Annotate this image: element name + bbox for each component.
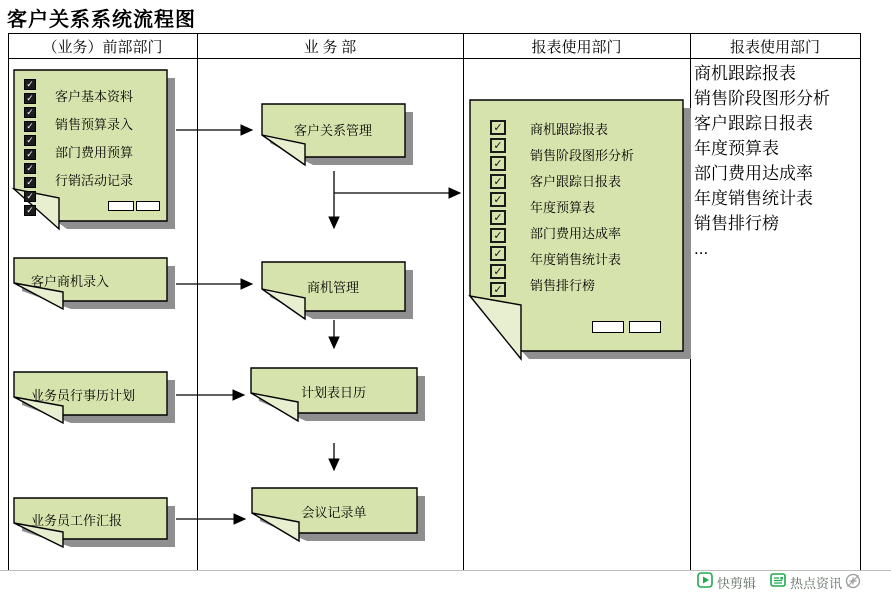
- page-title: 客户关系系统流程图: [7, 9, 196, 31]
- checkbox-icon: ✓: [490, 282, 506, 297]
- add-icon: [845, 573, 861, 594]
- checkbox-icon: ✓: [24, 79, 36, 90]
- page-widget: [629, 321, 661, 333]
- report-line: 部门费用达成率: [530, 226, 622, 241]
- checkbox-icon: ✓: [24, 177, 36, 188]
- doc-line: 行销活动记录: [55, 173, 134, 188]
- doc-work-report: [14, 498, 180, 560]
- checkbox-icon: ✓: [490, 138, 506, 153]
- doc-line: 客户基本资料: [55, 89, 134, 104]
- box-label: 计划表日历: [300, 385, 366, 400]
- checkbox-icon: ✓: [24, 149, 36, 160]
- report-name: 销售阶段图形分析: [694, 89, 830, 108]
- report-line: 年度销售统计表: [530, 252, 622, 267]
- header-separator: [8, 58, 860, 59]
- checkbox-icon: ✓: [24, 205, 36, 216]
- box-crm: [262, 104, 418, 180]
- doc-customer-inputs: [14, 70, 180, 240]
- doc-opportunity-entry: [14, 258, 180, 322]
- doc-input-lines: [55, 83, 133, 195]
- header-business-dept: 业 务 部: [303, 40, 357, 56]
- box-label: 商机管理: [306, 280, 359, 295]
- doc-report-collection: [470, 100, 696, 372]
- checkbox-icon: ✓: [24, 107, 36, 118]
- checkbox-icon: ✓: [490, 246, 506, 261]
- doc-label: 业务员工作汇报: [31, 513, 123, 528]
- report-line: 销售排行榜: [530, 278, 596, 293]
- report-name: 客户跟踪日报表: [694, 114, 813, 133]
- column-divider-1: [197, 33, 198, 570]
- report-name: 部门费用达成率: [694, 164, 813, 183]
- checkbox-icon: ✓: [490, 192, 506, 207]
- doc-line: 部门费用预算: [55, 145, 134, 160]
- page-widget: [108, 201, 134, 211]
- header-report-users-2: 报表使用部门: [729, 40, 820, 56]
- column-divider-2: [463, 33, 464, 570]
- report-name: 销售排行榜: [694, 214, 779, 233]
- box-label: 会议记录单: [301, 505, 367, 520]
- header-report-users-1: 报表使用部门: [531, 40, 622, 56]
- report-name: 商机跟踪报表: [694, 64, 796, 83]
- table-right-border: [860, 33, 861, 570]
- report-line: 商机跟踪报表: [530, 122, 609, 137]
- table-top-border: [8, 33, 860, 34]
- add-shortcut-button[interactable]: [845, 573, 861, 594]
- checkbox-icon: ✓: [24, 135, 36, 146]
- report-name: ...: [694, 239, 709, 258]
- hot-news-label: 热点资讯: [790, 576, 843, 591]
- checkbox-icon: ✓: [490, 264, 506, 279]
- doc-line: 销售预算录入: [55, 117, 134, 132]
- page-widget: [136, 201, 160, 211]
- checkbox-column: [490, 120, 506, 300]
- report-line: 销售阶段图形分析: [530, 148, 635, 163]
- doc-label: 业务员行事历计划: [31, 388, 136, 403]
- box-opportunity-mgmt: [262, 262, 418, 334]
- report-line: 客户跟踪日报表: [530, 174, 622, 189]
- checkbox-column: [24, 79, 36, 219]
- checkbox-icon: ✓: [24, 93, 36, 104]
- checkbox-icon: ✓: [490, 210, 506, 225]
- doc-calendar-plan: [14, 372, 180, 436]
- checkbox-icon: ✓: [490, 156, 506, 171]
- report-name: 年度销售统计表: [694, 189, 813, 208]
- table-bottom-border: [0, 570, 891, 571]
- checkbox-icon: ✓: [24, 191, 36, 202]
- checkbox-icon: ✓: [490, 174, 506, 189]
- header-front-dept: （业务）前部部门: [42, 40, 163, 56]
- quick-clip-label: 快剪辑: [717, 576, 757, 591]
- checkbox-icon: ✓: [24, 163, 36, 174]
- box-meeting-record: [252, 488, 430, 556]
- table-left-border: [8, 33, 9, 570]
- report-name-list: [694, 61, 830, 261]
- checkbox-icon: ✓: [24, 121, 36, 132]
- report-line: 年度预算表: [530, 200, 596, 215]
- box-schedule-calendar: [251, 368, 430, 436]
- doc-label: 客户商机录入: [31, 274, 110, 289]
- checkbox-icon: ✓: [490, 228, 506, 243]
- box-label: 客户关系管理: [293, 123, 372, 138]
- page-widget: [592, 321, 624, 333]
- report-name: 年度预算表: [694, 139, 779, 158]
- checkbox-icon: ✓: [490, 120, 506, 135]
- report-doc-lines: [530, 117, 634, 299]
